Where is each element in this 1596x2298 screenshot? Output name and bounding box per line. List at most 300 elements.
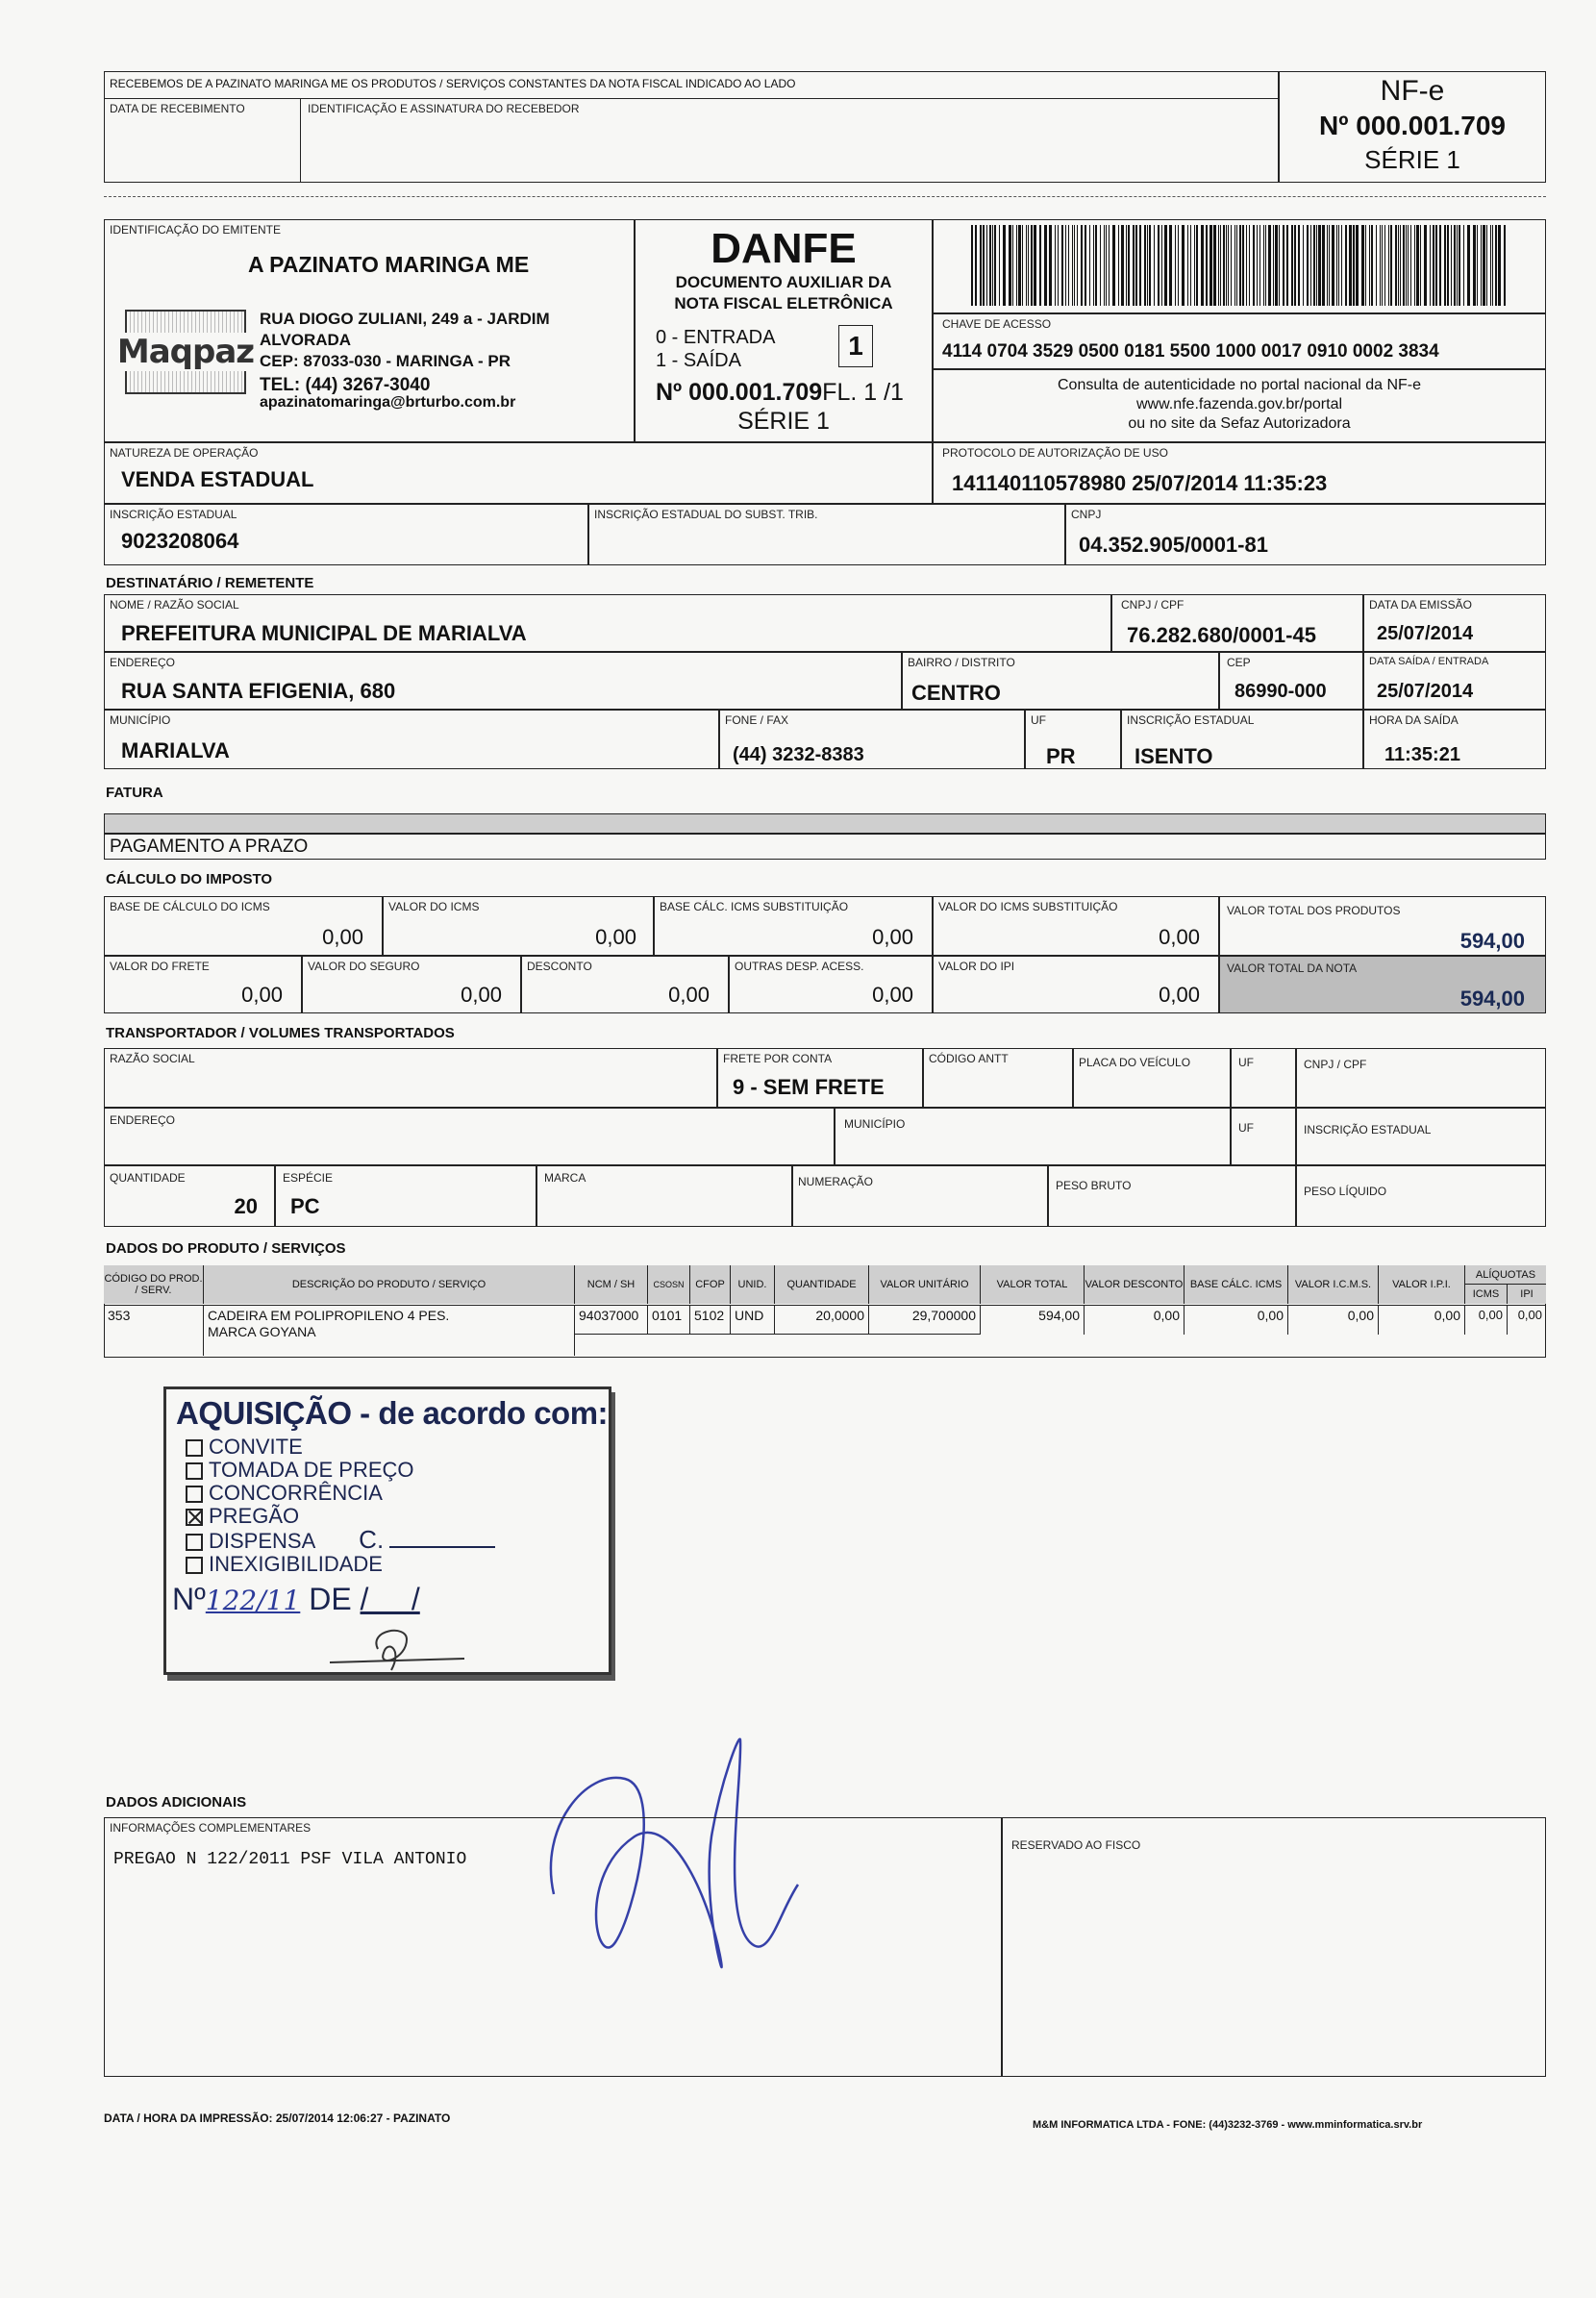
icms-st: 0,00 <box>1159 925 1200 949</box>
td-cfop: 5102 <box>690 1306 731 1335</box>
numbering-label: NUMERAÇÃO <box>798 1175 874 1188</box>
stamp-date: / / <box>360 1582 420 1616</box>
carrier-ie-box <box>1296 1108 1546 1165</box>
barcode-bar <box>1178 225 1179 306</box>
danfe-exit: 1 - SAÍDA <box>656 350 741 371</box>
barcode-bar <box>1316 225 1317 306</box>
note-total: 594,00 <box>1459 987 1525 1011</box>
exit-time: 11:35:21 <box>1384 744 1460 765</box>
recipient-name-label: NOME / RAZÃO SOCIAL <box>110 598 239 612</box>
barcode-bar <box>1451 225 1452 306</box>
barcode-bar <box>983 225 985 306</box>
td-aliq-icms: 0,00 <box>1465 1306 1508 1335</box>
td-unit: UND <box>731 1306 775 1335</box>
barcode-bar <box>975 225 977 306</box>
danfe-title: DANFE <box>711 225 857 272</box>
barcode-bar <box>1022 225 1023 306</box>
stamp-item-label: DISPENSA <box>209 1529 315 1553</box>
td-csosn: 0101 <box>648 1306 690 1335</box>
print-date: DATA / HORA DA IMPRESSÃO: 25/07/2014 12:06:27 - PAZINATO <box>104 2111 451 2125</box>
ie-label: INSCRIÇÃO ESTADUAL <box>110 508 237 521</box>
barcode-bar <box>1147 225 1148 306</box>
info-label: INFORMAÇÕES COMPLEMENTARES <box>110 1821 312 1835</box>
barcode-bar <box>1353 225 1355 306</box>
td-qty: 20,0000 <box>775 1306 869 1335</box>
protocol-label: PROTOCOLO DE AUTORIZAÇÃO DE USO <box>942 446 1168 460</box>
emitter-phone: TEL: (44) 3267-3040 <box>260 375 431 395</box>
insurance-label: VALOR DO SEGURO <box>308 960 420 973</box>
protocol-value: 141140110578980 25/07/2014 11:35:23 <box>952 471 1328 495</box>
carrier-address-box <box>104 1108 835 1165</box>
barcode-bar <box>1388 225 1389 306</box>
barcode-bar <box>1349 225 1352 306</box>
barcode-bar <box>1338 225 1339 306</box>
barcode-bar <box>1100 225 1101 306</box>
barcode-bar <box>1106 225 1107 306</box>
stamp-number-row <box>172 1582 420 1617</box>
phone-value: (44) 3232-8383 <box>733 744 864 765</box>
barcode-bar <box>1234 225 1235 306</box>
brand-label: MARCA <box>544 1171 586 1185</box>
barcode-bar <box>1341 225 1342 306</box>
barcode-bar <box>1118 225 1119 306</box>
barcode-bar <box>1279 225 1280 306</box>
barcode-bar <box>1253 225 1255 306</box>
stamp-checkbox <box>186 1534 203 1551</box>
freight-account-label: FRETE POR CONTA <box>723 1052 833 1065</box>
barcode <box>971 225 1509 306</box>
barcode-bar <box>1303 225 1304 306</box>
danfe-type-box: 1 <box>838 325 873 367</box>
exit-date-label: DATA SAÍDA / ENTRADA <box>1369 656 1489 667</box>
barcode-bar <box>1161 225 1162 306</box>
net-label: PESO LÍQUIDO <box>1304 1185 1387 1198</box>
carrier-uf2-box <box>1231 1108 1296 1165</box>
ie-value: 9023208064 <box>121 529 239 553</box>
recipient-cnpj-label: CNPJ / CPF <box>1121 598 1185 612</box>
barcode-bar <box>1322 225 1325 306</box>
consult-line2: www.nfe.fazenda.gov.br/portal <box>1135 396 1343 412</box>
barcode-bar <box>1498 225 1501 306</box>
recipient-uf-label: UF <box>1031 713 1046 727</box>
other-label: OUTRAS DESP. ACESS. <box>735 960 864 973</box>
barcode-bar <box>1433 225 1434 306</box>
barcode-bar <box>1175 225 1176 306</box>
barcode-bar <box>1085 225 1086 306</box>
td-base: 0,00 <box>1185 1306 1288 1335</box>
danfe-subtitle1: DOCUMENTO AUXILIAR DA <box>675 273 892 291</box>
emitter-logo-text: Maqpaz <box>116 333 255 371</box>
barcode-bar <box>1112 225 1115 306</box>
carrier-name-box <box>104 1048 717 1108</box>
recipient-ie: ISENTO <box>1135 744 1213 768</box>
discount-label: DESCONTO <box>527 960 592 973</box>
carrier-uf2-label: UF <box>1238 1121 1254 1135</box>
barcode-bar <box>1477 225 1478 306</box>
barcode-bar <box>1398 225 1399 306</box>
barcode-bar <box>1406 225 1407 306</box>
barcode-bar <box>1081 225 1083 306</box>
recipient-cep-label: CEP <box>1227 656 1251 669</box>
ie-st-label: INSCRIÇÃO ESTADUAL DO SUBST. TRIB. <box>594 508 818 521</box>
exit-date: 25/07/2014 <box>1377 681 1474 702</box>
barcode-bar <box>1345 225 1347 306</box>
barcode-bar <box>1218 225 1219 306</box>
barcode-bar <box>1231 225 1232 306</box>
barcode-bar <box>1213 225 1216 306</box>
tax-section: CÁLCULO DO IMPOSTO <box>106 871 273 887</box>
consult-line1: Consulta de autenticidade no portal nacional da NF-e <box>1057 377 1422 393</box>
emitter-address1: RUA DIOGO ZULIANI, 249 a - JARDIM <box>260 310 550 328</box>
recipient-uf: PR <box>1046 744 1076 768</box>
barcode-bar <box>1128 225 1130 306</box>
base-icms: 0,00 <box>322 925 363 949</box>
td-total: 594,00 <box>981 1306 1085 1335</box>
barcode-bar <box>1336 225 1337 306</box>
emission-label: DATA DA EMISSÃO <box>1369 598 1472 612</box>
invoice-shade <box>104 813 1546 835</box>
stamp-de-label: DE <box>309 1582 352 1616</box>
th-desc: DESCRIÇÃO DO PRODUTO / SERVIÇO <box>204 1265 575 1304</box>
barcode-bar <box>1018 225 1021 306</box>
recipient-cep: 86990-000 <box>1234 681 1327 702</box>
antt-label: CÓDIGO ANTT <box>929 1052 1009 1065</box>
stamp-item-label: INEXIGIBILIDADE <box>209 1552 383 1576</box>
barcode-bar <box>1028 225 1029 306</box>
base-st-label: BASE CÁLC. ICMS SUBSTITUIÇÃO <box>660 900 849 913</box>
barcode-bar <box>1089 225 1090 306</box>
barcode-bar <box>1390 225 1392 306</box>
td-aliq-ipi: 0,00 <box>1517 1308 1542 1322</box>
stamp-checkbox <box>186 1557 203 1574</box>
carrier-address-label: ENDEREÇO <box>110 1113 176 1127</box>
plate-label: PLACA DO VEÍCULO <box>1079 1056 1191 1069</box>
freight-value: 0,00 <box>241 983 283 1007</box>
barcode-bar <box>1492 225 1493 306</box>
receipt-id-label: IDENTIFICAÇÃO E ASSINATURA DO RECEBEDOR <box>308 102 580 115</box>
barcode-bar <box>1369 225 1370 306</box>
td-ncm: 94037000 <box>575 1306 648 1335</box>
barcode-bar <box>1447 225 1449 306</box>
barcode-bar <box>1095 225 1097 306</box>
barcode-bar <box>1169 225 1172 306</box>
receipt-statement: RECEBEMOS DE A PAZINATO MARINGA ME OS PRODUTOS / SERVIÇOS CONSTANTES DA NOTA FISCAL INDICADO AO LADO <box>110 77 796 90</box>
recipient-ie-label: INSCRIÇÃO ESTADUAL <box>1127 713 1255 727</box>
barcode-bar <box>1242 225 1244 306</box>
td-code: 353 <box>104 1306 204 1356</box>
invoice-section: FATURA <box>106 785 163 801</box>
emitter-address2: ALVORADA <box>260 331 352 349</box>
barcode-bar <box>994 225 996 306</box>
barcode-bar <box>1196 225 1198 306</box>
nfe-stub-series: SÉRIE 1 <box>1364 145 1460 174</box>
barcode-bar <box>1016 225 1017 306</box>
th-total: VALOR TOTAL <box>981 1265 1085 1304</box>
td-icms: 0,00 <box>1288 1306 1379 1335</box>
stamp-number-prefix: Nº <box>172 1582 206 1616</box>
th-ipi: VALOR I.P.I. <box>1379 1265 1465 1304</box>
invoice-payment: PAGAMENTO A PRAZO <box>110 837 309 857</box>
barcode-bar <box>1310 225 1311 306</box>
barcode-bar <box>1135 225 1137 306</box>
species-label: ESPÉCIE <box>283 1171 334 1185</box>
nfe-stub-number: Nº 000.001.709 <box>1319 111 1506 140</box>
stamp-checkbox <box>186 1462 203 1480</box>
stamp-checkbox-checked <box>186 1509 203 1526</box>
stamp-item-label: TOMADA DE PREÇO <box>209 1458 414 1482</box>
barcode-bar <box>1400 225 1401 306</box>
software-credit: M&M INFORMATICA LTDA - FONE: (44)3232-3769 - www.mminformatica.srv.br <box>1033 2119 1423 2131</box>
recipient-section: DESTINATÁRIO / REMETENTE <box>106 575 314 591</box>
discount-value: 0,00 <box>668 983 710 1007</box>
stamp-item-label: PREGÃO <box>209 1504 300 1528</box>
recipient-city-label: MUNICÍPIO <box>110 713 171 727</box>
barcode-bar <box>1483 225 1485 306</box>
th-aliq-icms: ICMS <box>1465 1285 1508 1304</box>
barcode-bar <box>1420 225 1421 306</box>
recipient-name: PREFEITURA MUNICIPAL DE MARIALVA <box>121 621 527 645</box>
qty-label: QUANTIDADE <box>110 1171 186 1185</box>
emitter-cep: CEP: 87033-030 - MARINGA - PR <box>260 352 511 370</box>
stamp-checkbox <box>186 1486 203 1503</box>
transport-section: TRANSPORTADOR / VOLUMES TRANSPORTADOS <box>106 1025 455 1041</box>
gross-box <box>1048 1165 1296 1227</box>
barcode-bar <box>1039 225 1041 306</box>
receipt-vdivider <box>300 98 301 183</box>
barcode-bar <box>1158 225 1160 306</box>
danfe-number: Nº 000.001.709 <box>656 379 823 406</box>
barcode-bar <box>1109 225 1110 306</box>
td-unit-value: 29,700000 <box>869 1306 981 1335</box>
td-desc-line2: MARCA GOYANA <box>208 1324 316 1339</box>
barcode-bar <box>1486 225 1487 306</box>
barcode-bar <box>1257 225 1258 306</box>
barcode-bar <box>1206 225 1208 306</box>
barcode-bar <box>1121 225 1124 306</box>
barcode-bar <box>1236 225 1237 306</box>
species-value: PC <box>290 1194 320 1218</box>
barcode-bar <box>1055 225 1056 306</box>
barcode-bar <box>1149 225 1151 306</box>
stamp-item-label: CONVITE <box>209 1435 303 1459</box>
emitter-section-label: IDENTIFICAÇÃO DO EMITENTE <box>110 223 282 237</box>
barcode-bar <box>1104 225 1105 306</box>
barcode-bar <box>1049 225 1052 306</box>
ipi-label: VALOR DO IPI <box>938 960 1015 973</box>
stamp-title: AQUISIÇÃO - de acordo com: <box>176 1395 609 1431</box>
barcode-bar <box>1074 225 1075 306</box>
recipient-address-label: ENDEREÇO <box>110 656 176 669</box>
barcode-bar <box>1463 225 1464 306</box>
receipt-date-label: DATA DE RECEBIMENTO <box>110 102 245 115</box>
barcode-bar <box>1026 225 1027 306</box>
carrier-ie-label: INSCRIÇÃO ESTADUAL <box>1304 1123 1432 1137</box>
freight-label: VALOR DO FRETE <box>110 960 210 973</box>
barcode-bar <box>1031 225 1033 306</box>
stamp-item-dispensa <box>186 1525 495 1554</box>
barcode-bar <box>1072 225 1073 306</box>
barcode-bar <box>1457 225 1458 306</box>
barcode-bar <box>1382 225 1383 306</box>
phone-label: FONE / FAX <box>725 713 789 727</box>
stamp-item-concorrencia <box>186 1482 495 1505</box>
danfe-sheet: FL. 1 /1 <box>822 379 904 406</box>
barcode-bar <box>1435 225 1437 306</box>
invoice-box <box>104 833 1546 860</box>
barcode-bar <box>1395 225 1397 306</box>
base-st: 0,00 <box>872 925 913 949</box>
barcode-bar <box>1003 225 1006 306</box>
emitter-email: apazinatomaringa@brturbo.com.br <box>260 394 516 411</box>
barcode-bar <box>1495 225 1497 306</box>
district-value: CENTRO <box>911 681 1001 705</box>
barcode-bar <box>1065 225 1066 306</box>
emitter-cnpj-label: CNPJ <box>1071 508 1102 521</box>
barcode-bar <box>992 225 993 306</box>
stamp-item-label: CONCORRÊNCIA <box>209 1481 383 1505</box>
th-cfop: CFOP <box>690 1265 731 1304</box>
barcode-bar <box>1313 225 1315 306</box>
barcode-bar <box>1307 225 1309 306</box>
gross-label: PESO BRUTO <box>1056 1179 1132 1192</box>
emission-value: 25/07/2014 <box>1377 623 1474 644</box>
recipient-cnpj: 76.282.680/0001-45 <box>1127 623 1316 647</box>
stamp-item-tomada <box>186 1459 495 1482</box>
barcode-bar <box>1187 225 1188 306</box>
barcode-bar <box>1259 225 1260 306</box>
barcode-bar <box>1077 225 1078 306</box>
barcode-bar <box>1223 225 1225 306</box>
barcode-bar <box>1201 225 1204 306</box>
barcode-bar <box>980 225 982 306</box>
icms-value: 0,00 <box>595 925 636 949</box>
barcode-bar <box>1298 225 1300 306</box>
barcode-bar <box>1327 225 1328 306</box>
barcode-bar <box>1410 225 1411 306</box>
barcode-bar <box>999 225 1000 306</box>
consult-line3: ou no site da Sefaz Autorizadora <box>1128 415 1351 432</box>
th-aliq-ipi: IPI <box>1508 1285 1546 1304</box>
products-total-label: VALOR TOTAL DOS PRODUTOS <box>1227 904 1401 917</box>
barcode-bar <box>1380 225 1381 306</box>
th-aliquotas: ALÍQUOTAS <box>1465 1265 1546 1285</box>
barcode-bar <box>1286 225 1288 306</box>
barcode-bar <box>1467 225 1470 306</box>
barcode-bar <box>1473 225 1476 306</box>
carrier-name-label: RAZÃO SOCIAL <box>110 1052 195 1065</box>
td-desc <box>204 1306 575 1356</box>
barcode-bar <box>1044 225 1047 306</box>
barcode-bar <box>1265 225 1266 306</box>
barcode-bar <box>1058 225 1059 306</box>
receipt-divider <box>104 98 1279 99</box>
info-text: PREGAO N 122/2011 PSF VILA ANTONIO <box>113 1850 467 1869</box>
icms-label: VALOR DO ICMS <box>388 900 480 913</box>
barcode-bar <box>1009 225 1011 306</box>
additional-section: DADOS ADICIONAIS <box>106 1794 247 1811</box>
barcode-bar <box>1283 225 1284 306</box>
td-ipi: 0,00 <box>1379 1306 1465 1335</box>
products-total: 594,00 <box>1459 929 1525 953</box>
barcode-bar <box>1416 225 1419 306</box>
barcode-bar <box>1268 225 1271 306</box>
barcode-bar <box>1273 225 1274 306</box>
barcode-bar <box>1126 225 1127 306</box>
barcode-bar <box>1454 225 1456 306</box>
th-qty: QUANTIDADE <box>775 1265 869 1304</box>
barcode-bar <box>1144 225 1146 306</box>
barcode-bar <box>1430 225 1431 306</box>
stamp-item-inexigibilidade <box>186 1553 495 1576</box>
barcode-bar <box>1164 225 1167 306</box>
emitter-logo <box>116 310 255 394</box>
other-value: 0,00 <box>872 983 913 1007</box>
exit-time-label: HORA DA SAÍDA <box>1369 713 1459 727</box>
acquisition-stamp <box>163 1386 611 1675</box>
products-section: DADOS DO PRODUTO / SERVIÇOS <box>106 1240 346 1257</box>
access-key-label: CHAVE DE ACESSO <box>942 317 1052 331</box>
barcode-bar <box>1228 225 1229 306</box>
barcode-bar <box>1361 225 1364 306</box>
th-discount: VALOR DESCONTO <box>1085 1265 1185 1304</box>
stamp-item-pregao <box>186 1505 495 1528</box>
td-discount: 0,00 <box>1085 1306 1185 1335</box>
nfe-stub-title: NF-e <box>1380 75 1445 107</box>
th-unit-value: VALOR UNITÁRIO <box>869 1265 981 1304</box>
carrier-cnpj-label: CNPJ / CPF <box>1304 1058 1367 1071</box>
barcode-bar <box>1365 225 1366 306</box>
barcode-bar <box>1220 225 1221 306</box>
emitter-name: A PAZINATO MARINGA ME <box>248 252 530 277</box>
barcode-bar <box>1139 225 1141 306</box>
danfe-subtitle2: NOTA FISCAL ELETRÔNICA <box>674 294 893 312</box>
stamp-number-value: 122/11 <box>205 1585 301 1616</box>
freight-account: 9 - SEM FRETE <box>733 1075 885 1099</box>
barcode-bar <box>1275 225 1278 306</box>
barcode-bar <box>1291 225 1293 306</box>
barcode-bar <box>989 225 991 306</box>
barcode-bar <box>1332 225 1334 306</box>
qty-value: 20 <box>234 1194 258 1218</box>
th-icms: VALOR I.C.M.S. <box>1288 1265 1379 1304</box>
recipient-address: RUA SANTA EFIGENIA, 680 <box>121 679 396 703</box>
stamp-checkbox <box>186 1439 203 1457</box>
th-unit: UNID. <box>731 1265 775 1304</box>
barcode-bar <box>1012 225 1013 306</box>
barcode-bar <box>1246 225 1247 306</box>
barcode-bar <box>1356 225 1359 306</box>
products-header-row <box>104 1265 1546 1306</box>
ipi-value: 0,00 <box>1159 983 1200 1007</box>
reserved-label: RESERVADO AO FISCO <box>1011 1838 1141 1852</box>
barcode-bar <box>1459 225 1460 306</box>
barcode-bar <box>1329 225 1330 306</box>
cut-line <box>104 196 1546 197</box>
base-icms-label: BASE DE CÁLCULO DO ICMS <box>110 900 270 913</box>
barcode-bar <box>1093 225 1094 306</box>
barcode-bar <box>1424 225 1427 306</box>
barcode-bar <box>1403 225 1405 306</box>
barcode-bar <box>1133 225 1135 306</box>
barcode-bar <box>986 225 987 306</box>
stamp-item-convite <box>186 1436 495 1459</box>
barcode-bar <box>1444 225 1446 306</box>
insurance-value: 0,00 <box>461 983 502 1007</box>
danfe-entry: 0 - ENTRADA <box>656 327 776 348</box>
icms-st-label: VALOR DO ICMS SUBSTITUIÇÃO <box>938 900 1118 913</box>
note-total-label: VALOR TOTAL DA NOTA <box>1227 962 1358 975</box>
barcode-bar <box>1481 225 1482 306</box>
